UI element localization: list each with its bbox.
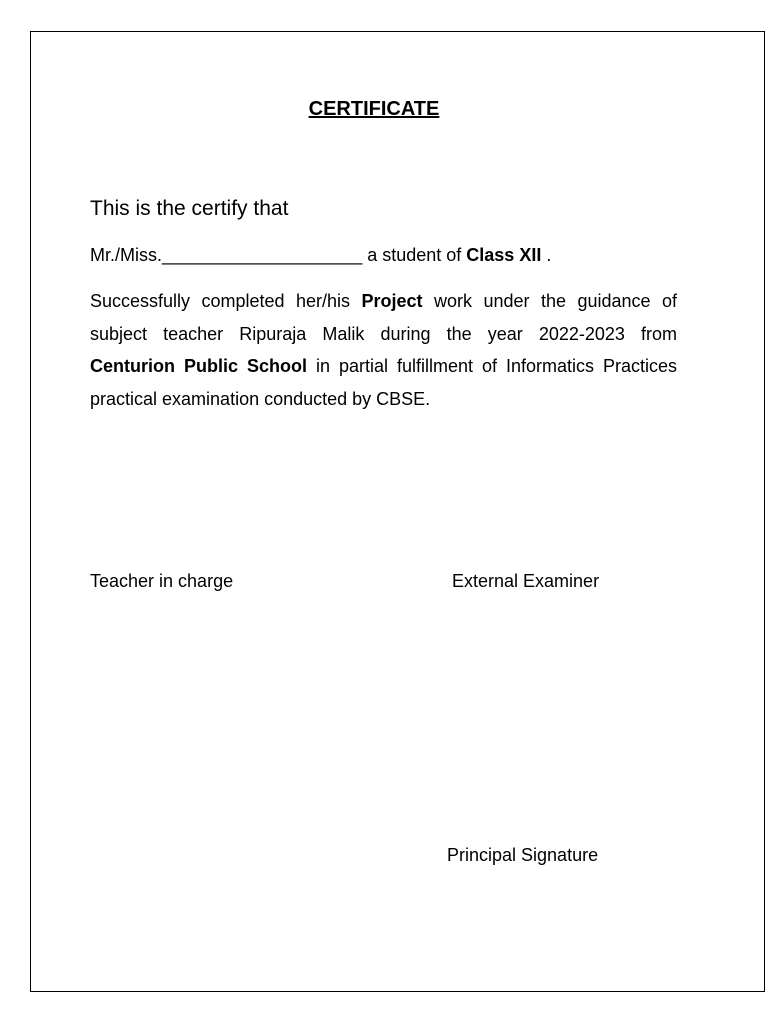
- school-name: Centurion Public School: [90, 356, 307, 376]
- body-part-2: work under the guidance of subject teacher Ripuraja Malik during the year 2022-2023 from: [90, 291, 677, 344]
- certificate-border: [30, 31, 765, 992]
- student-line: [90, 243, 551, 267]
- project-word: Project: [361, 291, 423, 311]
- certificate-body: [90, 285, 677, 415]
- certificate-title: CERTIFICATE: [308, 98, 440, 120]
- teacher-signature-label: Teacher in charge: [90, 571, 234, 591]
- intro-text: This is the certify that: [90, 197, 289, 220]
- principal-signature-label: Principal Signature: [447, 845, 599, 865]
- student-line-suffix: .: [541, 245, 552, 265]
- body-part-3: in partial fulfillment of Informatics Practices practical examination conducted by CBSE.: [90, 356, 677, 409]
- examiner-signature-label: External Examiner: [452, 571, 600, 591]
- body-part-1: Successfully completed her/his: [90, 291, 362, 311]
- class-name: Class XII: [466, 245, 542, 265]
- student-name-line: Mr./Miss.____________________ a student of: [90, 245, 467, 265]
